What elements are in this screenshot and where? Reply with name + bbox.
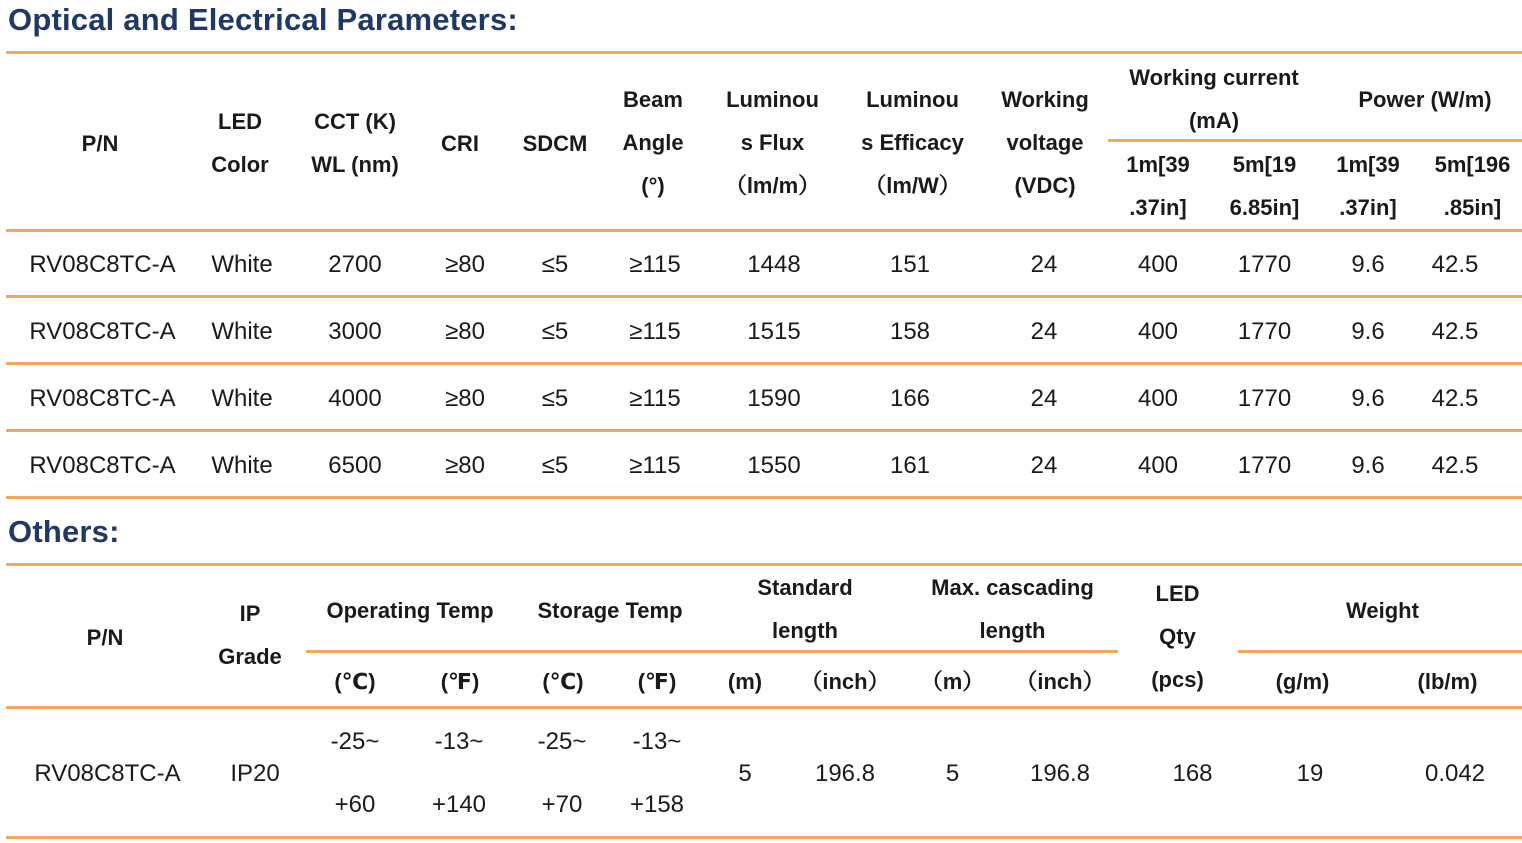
table-cell-efficacy: 158 bbox=[889, 318, 931, 345]
table-cell-sdcm: ≤5 bbox=[541, 385, 569, 412]
header-subrule bbox=[1108, 139, 1522, 142]
others-casc-inch: 196.8 bbox=[1029, 760, 1091, 787]
header-std-inch: （inch） bbox=[800, 668, 890, 694]
table-cell-cct: 2700 bbox=[328, 251, 382, 278]
header-power-1m: 1m[39 .37in] bbox=[1336, 152, 1400, 220]
row-rule bbox=[6, 362, 1522, 365]
header-luminous-efficacy: Luminou s Efficacy （lm/W） bbox=[861, 87, 964, 198]
optical-section-title: Optical and Electrical Parameters: bbox=[8, 2, 518, 37]
table-cell-cur5: 1770 bbox=[1237, 452, 1292, 479]
table-cell-pow1: 9.6 bbox=[1351, 385, 1385, 412]
table-cell-cct: 6500 bbox=[328, 452, 382, 479]
header-led-qty: LED Qty (pcs) bbox=[1151, 581, 1204, 692]
header-weight-gm: (g/m) bbox=[1275, 668, 1330, 694]
table-cell-efficacy: 161 bbox=[889, 452, 931, 479]
header-pn: P/N bbox=[81, 130, 119, 156]
header-casc-inch: （inch） bbox=[1015, 668, 1105, 694]
table-cell-voltage: 24 bbox=[1030, 251, 1058, 278]
table-cell-beam: ≥115 bbox=[629, 318, 681, 345]
others-op-f: -13~ +140 bbox=[431, 728, 487, 818]
table-cell-cur1: 400 bbox=[1137, 452, 1179, 479]
header-ip-grade: IP Grade bbox=[218, 601, 282, 669]
header-current-5m: 5m[19 6.85in] bbox=[1229, 152, 1300, 220]
others-section-title: Others: bbox=[8, 514, 120, 549]
table-cell-color: White bbox=[211, 318, 273, 345]
table-cell-sdcm: ≤5 bbox=[541, 452, 569, 479]
header-standard-length: Standard length bbox=[757, 575, 853, 643]
header-pn-2: P/N bbox=[86, 624, 124, 650]
table-cell-efficacy: 166 bbox=[889, 385, 931, 412]
table-cell-pow1: 9.6 bbox=[1351, 251, 1385, 278]
table-cell-cur5: 1770 bbox=[1237, 251, 1292, 278]
table-cell-pn: RV08C8TC-A bbox=[29, 251, 176, 278]
table-cell-beam: ≥115 bbox=[629, 452, 681, 479]
table-cell-pow5: 42.5 bbox=[1431, 251, 1479, 278]
table-cell-cur5: 1770 bbox=[1237, 318, 1292, 345]
others-st-c: -25~ +70 bbox=[537, 728, 587, 818]
table-cell-sdcm: ≤5 bbox=[541, 318, 569, 345]
others-qty: 168 bbox=[1172, 760, 1213, 787]
header-st-f: (℉) bbox=[637, 668, 677, 694]
table-cell-flux: 1550 bbox=[747, 452, 801, 479]
header-power-5m: 5m[196 .85in] bbox=[1434, 152, 1511, 220]
table-cell-efficacy: 151 bbox=[889, 251, 931, 278]
table-cell-cur1: 400 bbox=[1137, 385, 1179, 412]
others-weight-lbm: 0.042 bbox=[1424, 760, 1486, 787]
table-cell-pow5: 42.5 bbox=[1431, 318, 1479, 345]
table-cell-flux: 1515 bbox=[747, 318, 801, 345]
table-rule bbox=[6, 51, 1522, 54]
header-working-current: Working current (mA) bbox=[1129, 65, 1299, 133]
header-power: Power (W/m) bbox=[1358, 86, 1492, 112]
header-op-c: (℃) bbox=[334, 668, 376, 694]
table-cell-color: White bbox=[211, 452, 273, 479]
header-max-cascading: Max. cascading length bbox=[931, 575, 1094, 643]
table-cell-color: White bbox=[211, 251, 273, 278]
header-weight-lbm: (lb/m) bbox=[1417, 668, 1478, 694]
table-cell-beam: ≥115 bbox=[629, 251, 681, 278]
table-cell-cur1: 400 bbox=[1137, 318, 1179, 345]
table-cell-cct: 3000 bbox=[328, 318, 382, 345]
table-cell-flux: 1590 bbox=[747, 385, 801, 412]
table-cell-voltage: 24 bbox=[1030, 318, 1058, 345]
header-op-f: (℉) bbox=[440, 668, 480, 694]
table-cell-pn: RV08C8TC-A bbox=[29, 452, 176, 479]
others-st-f: -13~ +158 bbox=[629, 728, 685, 818]
header-luminous-flux: Luminou s Flux （lm/m） bbox=[724, 87, 821, 198]
table-cell-cur1: 400 bbox=[1137, 251, 1179, 278]
table-cell-pow1: 9.6 bbox=[1351, 452, 1385, 479]
row-rule bbox=[6, 429, 1522, 432]
table-cell-voltage: 24 bbox=[1030, 452, 1058, 479]
table-cell-pow5: 42.5 bbox=[1431, 385, 1479, 412]
table-cell-pn: RV08C8TC-A bbox=[29, 385, 176, 412]
header-sdcm: SDCM bbox=[522, 130, 588, 156]
others-std-inch: 196.8 bbox=[814, 760, 876, 787]
others-casc-m: 5 bbox=[945, 760, 960, 787]
table-cell-pow5: 42.5 bbox=[1431, 452, 1479, 479]
header-weight: Weight bbox=[1346, 597, 1419, 623]
header-subrule bbox=[306, 650, 1118, 653]
table-cell-cri: ≥80 bbox=[445, 318, 485, 345]
header-current-1m: 1m[39 .37in] bbox=[1126, 152, 1190, 220]
header-std-m: (m) bbox=[727, 668, 763, 694]
header-operating-temp: Operating Temp bbox=[326, 597, 494, 623]
table-rule bbox=[6, 706, 1522, 709]
row-rule bbox=[6, 295, 1522, 298]
table-cell-beam: ≥115 bbox=[629, 385, 681, 412]
table-cell-pn: RV08C8TC-A bbox=[29, 318, 176, 345]
table-cell-cur5: 1770 bbox=[1237, 385, 1292, 412]
table-cell-pow1: 9.6 bbox=[1351, 318, 1385, 345]
header-st-c: (℃) bbox=[542, 668, 584, 694]
header-working-voltage: Working voltage (VDC) bbox=[1001, 87, 1089, 198]
header-beam-angle: Beam Angle (°) bbox=[622, 87, 684, 198]
table-cell-color: White bbox=[211, 385, 273, 412]
table-rule bbox=[6, 229, 1522, 232]
header-cct: CCT (K) WL (nm) bbox=[311, 109, 399, 177]
header-cri: CRI bbox=[441, 130, 479, 156]
header-subrule bbox=[1238, 650, 1522, 653]
others-pn: RV08C8TC-A bbox=[34, 760, 181, 787]
others-std-m: 5 bbox=[738, 760, 752, 787]
table-cell-cri: ≥80 bbox=[445, 452, 485, 479]
header-casc-m: （m） bbox=[920, 668, 985, 694]
others-op-c: -25~ +60 bbox=[330, 728, 380, 818]
header-storage-temp: Storage Temp bbox=[537, 597, 683, 623]
others-weight-gm: 19 bbox=[1296, 760, 1324, 787]
table-cell-cri: ≥80 bbox=[445, 385, 485, 412]
table-rule bbox=[6, 836, 1522, 839]
row-rule bbox=[6, 496, 1522, 499]
table-cell-sdcm: ≤5 bbox=[541, 251, 569, 278]
table-cell-voltage: 24 bbox=[1030, 385, 1058, 412]
table-cell-cri: ≥80 bbox=[445, 251, 485, 278]
table-cell-cct: 4000 bbox=[328, 385, 382, 412]
others-ip: IP20 bbox=[230, 760, 280, 787]
header-led-color: LED Color bbox=[211, 109, 269, 177]
table-cell-flux: 1448 bbox=[747, 251, 801, 278]
